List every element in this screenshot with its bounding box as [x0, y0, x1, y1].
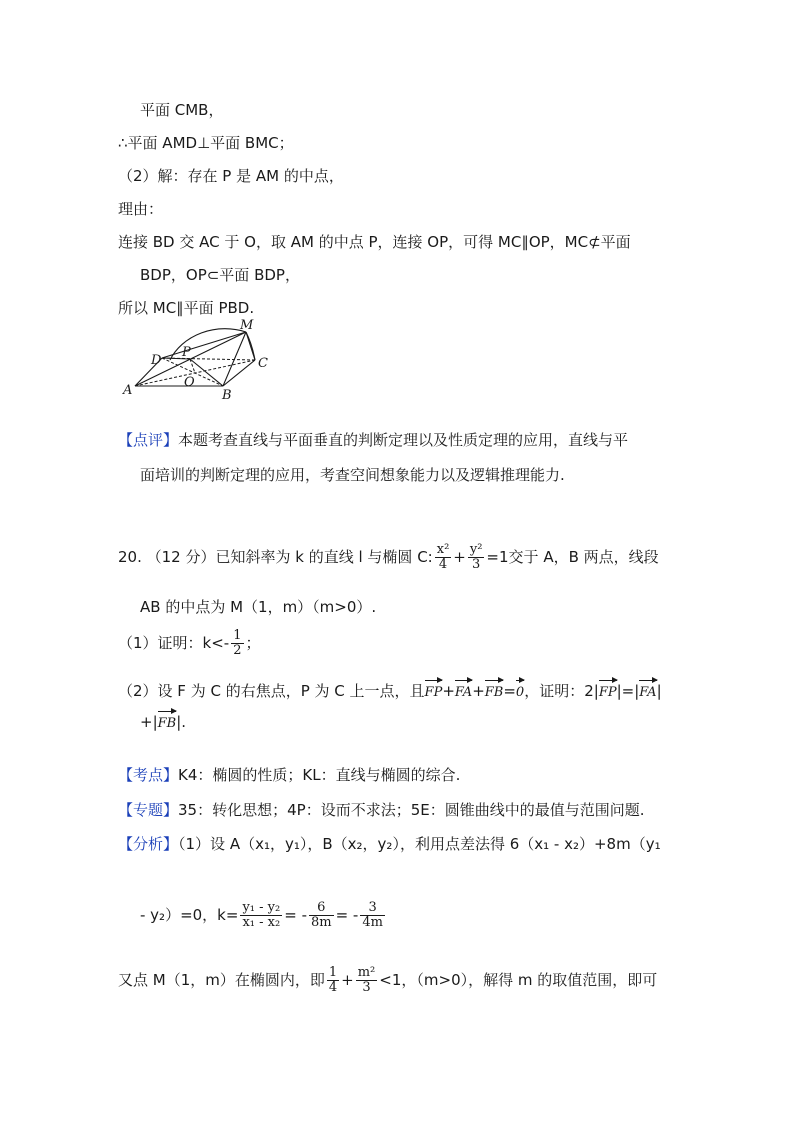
comment-tag: 【点评】 [118, 431, 179, 449]
fraction-m2-3 [356, 966, 378, 995]
comment-line-2: 面培训的判断定理的应用，考查空间想象能力以及逻辑推理能力. [140, 466, 565, 484]
fenxi-text-3b: <1，（m>0），解得 m 的取值范围，即可 [379, 971, 658, 989]
fraction-6-8m [309, 901, 334, 930]
fenxi-text-1: （1）设 A（x₁，y₁），B（x₂，y₂），利用点差法得 6（x₁ - x₂）+8m（y₁ [178, 835, 661, 853]
vector-FA: FA [455, 679, 472, 703]
q20-number: 20. [118, 548, 142, 566]
fraction-k-den: x₁ - x₂ [242, 915, 281, 930]
q20-stem [118, 540, 659, 574]
fraction-1-4 [327, 966, 339, 995]
q20-stem-a: 已知斜率为 k 的直线 l 与椭圆 C: [215, 548, 433, 566]
label-M: M [240, 318, 254, 333]
eq-2: = - [284, 906, 307, 924]
fraction-1-num: 1 [328, 965, 338, 980]
fraction-half [231, 629, 243, 658]
fraction-k [240, 901, 282, 930]
kaodian-text: K4：椭圆的性质；KL：直线与椭圆的综合. [178, 766, 461, 784]
label-A: A [123, 383, 133, 398]
vector-FB-2: FB [158, 710, 177, 734]
fraction-x2-4 [435, 543, 452, 572]
fraction-x2-num: x² [436, 542, 450, 557]
q20-part2-e: +| [140, 713, 158, 731]
fraction-4-den: 4 [328, 980, 338, 995]
q20-stem-b: 交于 A，B 两点，线段 [508, 548, 659, 566]
label-O: O [184, 375, 195, 390]
zhuanti-tag: 【专题】 [118, 801, 179, 819]
kaodian-tag: 【考点】 [118, 766, 179, 784]
fenxi-text-2a: - y₂）=0，k= [140, 906, 239, 924]
q20-part2-b: ，证明：2| [524, 682, 599, 700]
fraction-half-den: 2 [233, 643, 242, 658]
plus-sign-2: + [341, 971, 354, 989]
proof-line-7: 所以 MC∥平面 PBD. [118, 299, 255, 317]
proof-line-1: 平面 CMB， [140, 101, 224, 119]
vector-FP-2: FP [599, 679, 617, 703]
fenxi-line-2 [140, 895, 387, 935]
geometry-figure [118, 312, 278, 404]
comment-text-1: 本题考查直线与平面垂直的判断定理以及性质定理的应用，直线与平 [178, 431, 629, 449]
kaodian-line [118, 765, 460, 785]
q20-part2-f: |. [176, 713, 187, 731]
fraction-x2-den: 4 [438, 557, 448, 572]
q20-score: （12 分） [146, 548, 216, 566]
fraction-m2-num: m² [357, 965, 376, 980]
label-C: C [258, 356, 268, 371]
label-B: B [222, 388, 232, 403]
edge-BM [223, 332, 246, 386]
fraction-3-4m [360, 901, 385, 930]
label-P: P [182, 345, 191, 360]
eq-3: = - [335, 906, 359, 924]
label-D: D [151, 353, 162, 368]
q20-part1 [118, 626, 261, 660]
zhuanti-line [118, 800, 644, 820]
q20-part1-a: （1）证明：k<- [118, 634, 230, 652]
fraction-6-num: 6 [309, 901, 334, 916]
q20-part2: （2）设 F 为 C 的右焦点，P 为 C 上一点，且FP+FA+FB=0，证明：2|FP|=|FA| [118, 679, 662, 703]
zhuanti-text: 35：转化思想；4P：设而不求法；5E：圆锥曲线中的最值与范围问题. [178, 801, 645, 819]
q20-part1-b: ； [245, 634, 261, 652]
fraction-y2-3 [468, 543, 485, 572]
q20-part2-d: | [656, 682, 662, 700]
fraction-y2-den: 3 [472, 557, 481, 572]
q20-part2-c: |=| [616, 682, 640, 700]
fraction-3-den: 3 [362, 980, 371, 995]
comment-line-1 [118, 430, 628, 450]
fenxi-tag: 【分析】 [118, 835, 179, 853]
vector-FB: FB [485, 679, 504, 703]
vector-FA-2: FA [639, 679, 656, 703]
proof-line-3: （2）解：存在 P 是 AM 的中点， [118, 167, 344, 185]
fraction-8m-den: 8m [310, 915, 332, 930]
proof-line-2: ∴平面 AMD⊥平面 BMC； [118, 134, 294, 152]
fenxi-line-1 [118, 834, 661, 854]
edge-CM [246, 332, 255, 360]
vector-FP: FP [425, 679, 443, 703]
proof-line-5: 连接 BD 交 AC 于 O，取 AM 的中点 P，连接 OP，可得 MC∥OP，MC⊄平面 [118, 233, 631, 251]
q20-part2-a: （2）设 F 为 C 的右焦点，P 为 C 上一点，且 [118, 682, 425, 700]
fraction-half-num: 1 [233, 628, 242, 643]
eq-rhs: =1 [486, 548, 509, 566]
fenxi-line-3 [118, 960, 657, 1000]
vector-zero: 0 [516, 679, 524, 703]
fraction-k-num: y₁ - y₂ [242, 900, 281, 915]
fraction-3-num: 3 [360, 901, 385, 916]
proof-line-6: BDP，OP⊂平面 BDP， [140, 266, 300, 284]
plus-sign: + [453, 548, 466, 566]
q20-part2-cont [140, 710, 186, 734]
q20-stem-c: AB 的中点为 M（1，m）（m>0）. [140, 598, 377, 616]
fraction-y2-num: y² [469, 542, 483, 557]
fenxi-text-3a: 又点 M（1，m）在椭圆内，即 [118, 971, 325, 989]
fraction-4m-den: 4m [362, 915, 383, 930]
proof-line-4: 理由： [118, 200, 164, 218]
edge-DM [162, 332, 246, 358]
